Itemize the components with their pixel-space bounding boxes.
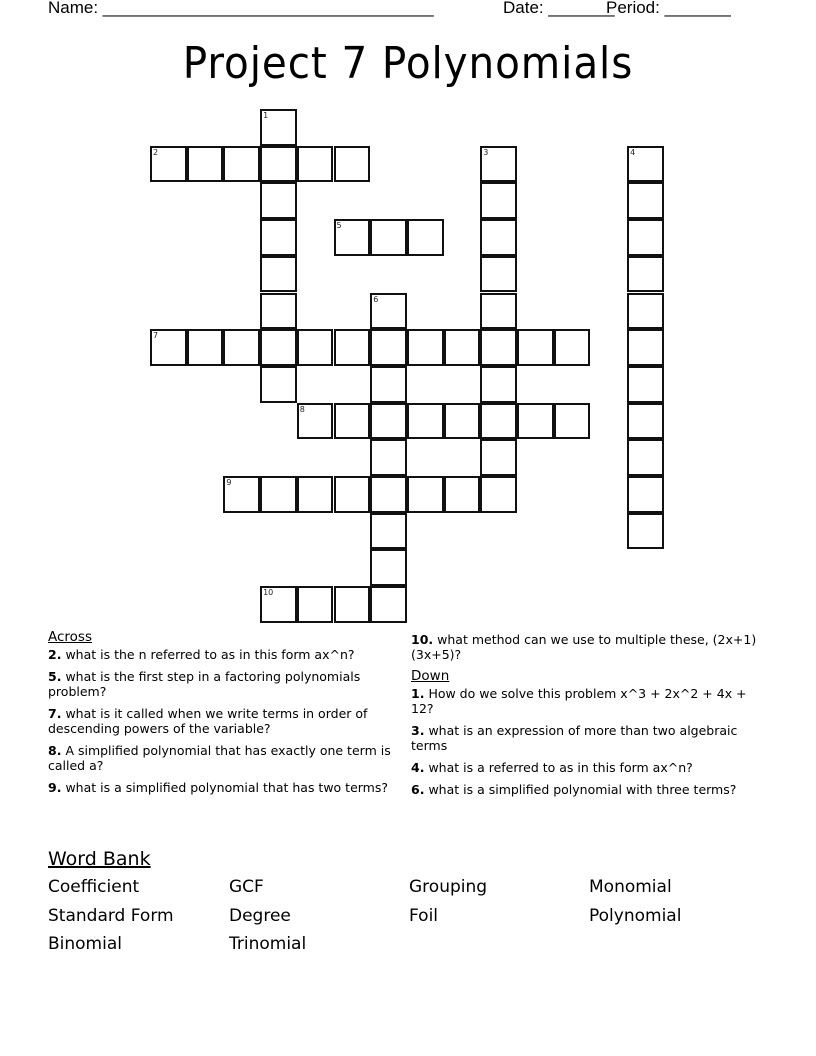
clue-across-8: 8. A simplified polynomial that has exactly one term is called a? — [48, 743, 391, 773]
date-field[interactable]: Date: _______ — [503, 0, 615, 17]
crossword-cell[interactable] — [480, 403, 517, 440]
crossword-cell[interactable] — [627, 366, 664, 403]
crossword-cell[interactable] — [627, 403, 664, 440]
crossword-cell[interactable] — [407, 403, 444, 440]
word-bank-item: Standard Form — [48, 906, 174, 926]
clue-across-5: 5. what is the first step in a factoring polynomials problem? — [48, 669, 361, 699]
crossword-cell[interactable] — [334, 219, 371, 256]
crossword-cell[interactable] — [627, 439, 664, 476]
crossword-cell[interactable] — [480, 329, 517, 366]
crossword-cell[interactable] — [187, 329, 224, 366]
clue-down-1: 1. How do we solve this problem x^3 + 2x^2 + 4x + 12? — [411, 686, 747, 716]
crossword-cell[interactable] — [627, 329, 664, 366]
crossword-cell[interactable] — [444, 403, 481, 440]
crossword-cell[interactable] — [370, 293, 407, 330]
crossword-cell[interactable] — [260, 586, 297, 623]
word-bank-item: Grouping — [409, 877, 488, 897]
crossword-cell[interactable] — [517, 403, 554, 440]
crossword-cell[interactable] — [370, 439, 407, 476]
crossword-cell[interactable] — [223, 146, 260, 183]
crossword-cell[interactable] — [370, 329, 407, 366]
crossword-cell[interactable] — [260, 256, 297, 293]
clue-down-4: 4. what is a referred to as in this form ax^n? — [411, 760, 693, 775]
down-heading: Down — [411, 668, 450, 684]
crossword-cell[interactable] — [260, 329, 297, 366]
across-clues — [48, 630, 398, 802]
crossword-cell[interactable] — [260, 366, 297, 403]
crossword-cell[interactable] — [370, 549, 407, 586]
name-field[interactable]: Name: ___________________________________ — [48, 0, 434, 17]
clue-number: 3 — [483, 147, 489, 157]
crossword-cell[interactable] — [407, 329, 444, 366]
clue-number: 10 — [263, 588, 274, 598]
clue-number: 8 — [299, 404, 305, 414]
crossword-cell[interactable] — [407, 219, 444, 256]
clue-number: 9 — [226, 478, 232, 487]
word-bank-item: Monomial — [589, 877, 672, 897]
crossword-cell[interactable] — [223, 476, 260, 513]
word-bank-title: Word Bank — [48, 848, 151, 870]
crossword-cell[interactable] — [260, 219, 297, 256]
crossword-cell[interactable] — [297, 586, 334, 623]
crossword-cell[interactable] — [627, 513, 664, 550]
crossword-cell[interactable] — [334, 403, 371, 440]
crossword-cell[interactable] — [370, 219, 407, 256]
crossword-cell[interactable] — [297, 146, 334, 183]
clue-across-2: 2. what is the n referred to as in this form ax^n? — [48, 647, 355, 662]
crossword-cell[interactable] — [297, 403, 334, 440]
crossword-cell[interactable] — [370, 403, 407, 440]
down-clues — [411, 632, 761, 804]
crossword-cell[interactable] — [297, 476, 334, 513]
crossword-cell[interactable] — [480, 182, 517, 219]
crossword-cell[interactable] — [260, 293, 297, 330]
crossword-cell[interactable] — [187, 146, 224, 183]
word-bank-item: Binomial — [48, 934, 122, 954]
page-title: Project 7 Polynomials — [182, 38, 634, 89]
word-bank-item: Trinomial — [229, 934, 307, 954]
worksheet-header — [48, 0, 768, 20]
crossword-cell[interactable] — [150, 146, 187, 183]
crossword-cell[interactable] — [444, 329, 481, 366]
clue-across-10: 10. what method can we use to multiple these, (2x+1)(3x+5)? — [411, 632, 757, 662]
crossword-cell[interactable] — [627, 219, 664, 256]
crossword-cell[interactable] — [480, 476, 517, 513]
crossword-cell[interactable] — [334, 476, 371, 513]
crossword-cell[interactable] — [260, 476, 297, 513]
crossword-cell[interactable] — [444, 476, 481, 513]
crossword-cell[interactable] — [407, 476, 444, 513]
across-heading: Across — [48, 629, 93, 645]
crossword-cell[interactable] — [150, 329, 187, 366]
crossword-cell[interactable] — [334, 146, 371, 183]
clue-number: 5 — [336, 221, 342, 231]
clue-number: 6 — [373, 294, 379, 304]
crossword-cell[interactable] — [554, 403, 591, 440]
period-field[interactable]: Period: _______ — [606, 0, 731, 17]
crossword-cell[interactable] — [480, 146, 517, 183]
crossword-cell[interactable] — [370, 366, 407, 403]
clue-number: 2 — [153, 147, 159, 157]
crossword-cell[interactable] — [517, 329, 554, 366]
crossword-cell[interactable] — [627, 476, 664, 513]
crossword-cell[interactable] — [260, 109, 297, 146]
crossword-cell[interactable] — [480, 366, 517, 403]
crossword-cell[interactable] — [480, 219, 517, 256]
crossword-cell[interactable] — [370, 476, 407, 513]
crossword-cell[interactable] — [260, 182, 297, 219]
crossword-cell[interactable] — [370, 513, 407, 550]
word-bank-item: GCF — [229, 877, 264, 897]
word-bank-item: Polynomial — [589, 906, 682, 926]
crossword-cell[interactable] — [627, 293, 664, 330]
crossword-cell[interactable] — [334, 329, 371, 366]
crossword-cell[interactable] — [554, 329, 591, 366]
crossword-grid — [151, 110, 671, 630]
word-bank-item: Foil — [409, 906, 439, 926]
crossword-cell[interactable] — [480, 293, 517, 330]
crossword-cell[interactable] — [480, 439, 517, 476]
clue-number: 4 — [630, 147, 636, 157]
crossword-cell[interactable] — [627, 256, 664, 293]
crossword-cell[interactable] — [627, 146, 664, 183]
clue-down-6: 6. what is a simplified polynomial with three terms? — [411, 782, 737, 797]
clue-down-3: 3. what is an expression of more than two algebraic terms — [411, 723, 738, 753]
clue-number: 7 — [153, 331, 159, 341]
crossword-cell[interactable] — [223, 329, 260, 366]
crossword-cell[interactable] — [627, 182, 664, 219]
clue-across-7: 7. what is it called when we write terms in order of descending powers of the variable? — [48, 706, 368, 736]
crossword-cell[interactable] — [480, 256, 517, 293]
clue-number: 1 — [263, 111, 269, 120]
word-bank-item: Degree — [229, 906, 291, 926]
clue-across-9: 9. what is a simplified polynomial that has two terms? — [48, 780, 389, 795]
crossword-cell[interactable] — [260, 146, 297, 183]
crossword-cell[interactable] — [334, 586, 371, 623]
crossword-cell[interactable] — [297, 329, 334, 366]
word-bank-item: Coefficient — [48, 877, 140, 897]
crossword-cell[interactable] — [370, 586, 407, 623]
